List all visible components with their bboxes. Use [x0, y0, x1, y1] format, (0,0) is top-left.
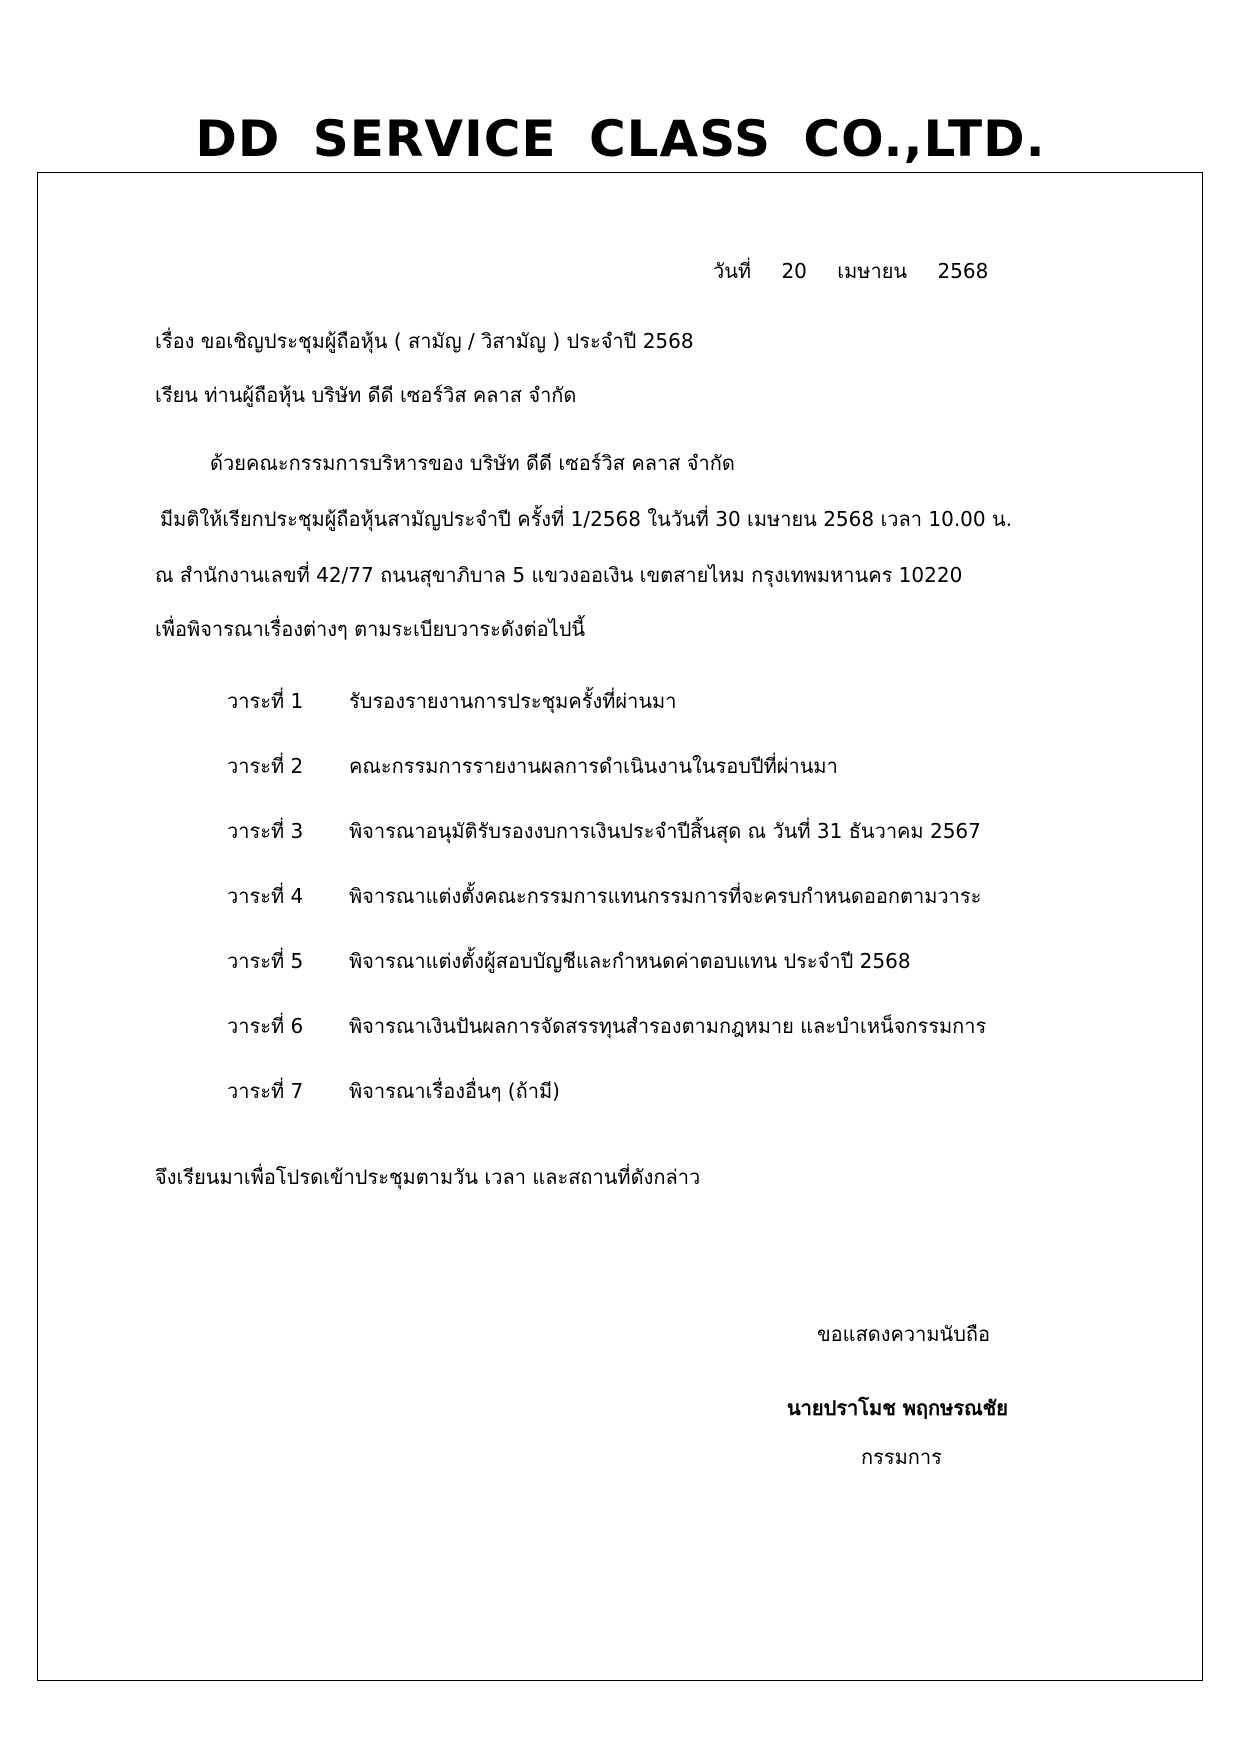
agenda-number: วาระที่ 2: [227, 754, 304, 778]
agenda-item: พิจารณาอนุมัติรับรองงบการเงินประจำปีสิ้นสุด ณ วันที่ 31 ธันวาคม 2567: [349, 819, 981, 843]
agenda-item: คณะกรรมการรายงานผลการดำเนินงานในรอบปีที่ผ่านมา: [349, 754, 838, 778]
body-paragraph: ณ สำนักงานเลขที่ 42/77 ถนนสุขาภิบาล 5 แขวงออเงิน เขตสายไหม กรุงเทพมหานคร 10220: [155, 563, 963, 587]
letter-closing: จึงเรียนมาเพื่อโปรดเข้าประชุมตามวัน เวลา และสถานที่ดังกล่าว: [155, 1165, 701, 1189]
agenda-item: พิจารณาเงินปันผลการจัดสรรทุนสำรองตามกฎหมาย และบำเหน็จกรรมการ: [349, 1014, 987, 1038]
letter-date: [713, 256, 988, 286]
company-title: DD SERVICE CLASS CO.,LTD.: [195, 110, 1046, 168]
body-paragraph: เพื่อพิจารณาเรื่องต่างๆ ตามระเบียบวาระดังต่อไปนี้: [155, 617, 586, 641]
agenda-number: วาระที่ 4: [227, 884, 304, 908]
agenda-item: รับรองรายงานการประชุมครั้งที่ผ่านมา: [349, 689, 677, 713]
agenda-number: วาระที่ 3: [227, 819, 304, 843]
date-day: 20: [781, 259, 807, 283]
date-label: วันที่: [713, 259, 752, 283]
agenda-number: วาระที่ 6: [227, 1014, 304, 1038]
agenda-item: พิจารณาเรื่องอื่นๆ (ถ้ามี): [349, 1079, 560, 1103]
date-year: 2568: [937, 259, 989, 283]
agenda-number: วาระที่ 7: [227, 1079, 304, 1103]
letter-regards: ขอแสดงความนับถือ: [817, 1322, 991, 1346]
agenda-item: พิจารณาแต่งตั้งคณะกรรมการแทนกรรมการที่จะครบกำหนดออกตามวาระ: [349, 884, 982, 908]
agenda-number: วาระที่ 5: [227, 949, 304, 973]
agenda-number: วาระที่ 1: [227, 689, 304, 713]
letter-recipient: เรียน ท่านผู้ถือหุ้น บริษัท ดีดี เซอร์วิส คลาส จำกัด: [155, 383, 577, 407]
signer-name: นายปราโมช พฤกษรณชัย: [787, 1396, 1008, 1420]
letter-subject: เรื่อง ขอเชิญประชุมผู้ถือหุ้น ( สามัญ / วิสามัญ ) ประจำปี 2568: [155, 329, 694, 353]
signer-position: กรรมการ: [861, 1445, 942, 1469]
date-month: เมษายน: [837, 259, 908, 283]
body-paragraph: ด้วยคณะกรรมการบริหารของ บริษัท ดีดี เซอร์วิส คลาส จำกัด: [210, 451, 735, 475]
body-paragraph: มีมติให้เรียกประชุมผู้ถือหุ้นสามัญประจำปี ครั้งที่ 1/2568 ในวันที่ 30 เมษายน 2568 เวลา 10.00 น.: [160, 507, 1013, 531]
agenda-item: พิจารณาแต่งตั้งผู้สอบบัญชีและกำหนดค่าตอบแทน ประจำปี 2568: [349, 949, 911, 973]
